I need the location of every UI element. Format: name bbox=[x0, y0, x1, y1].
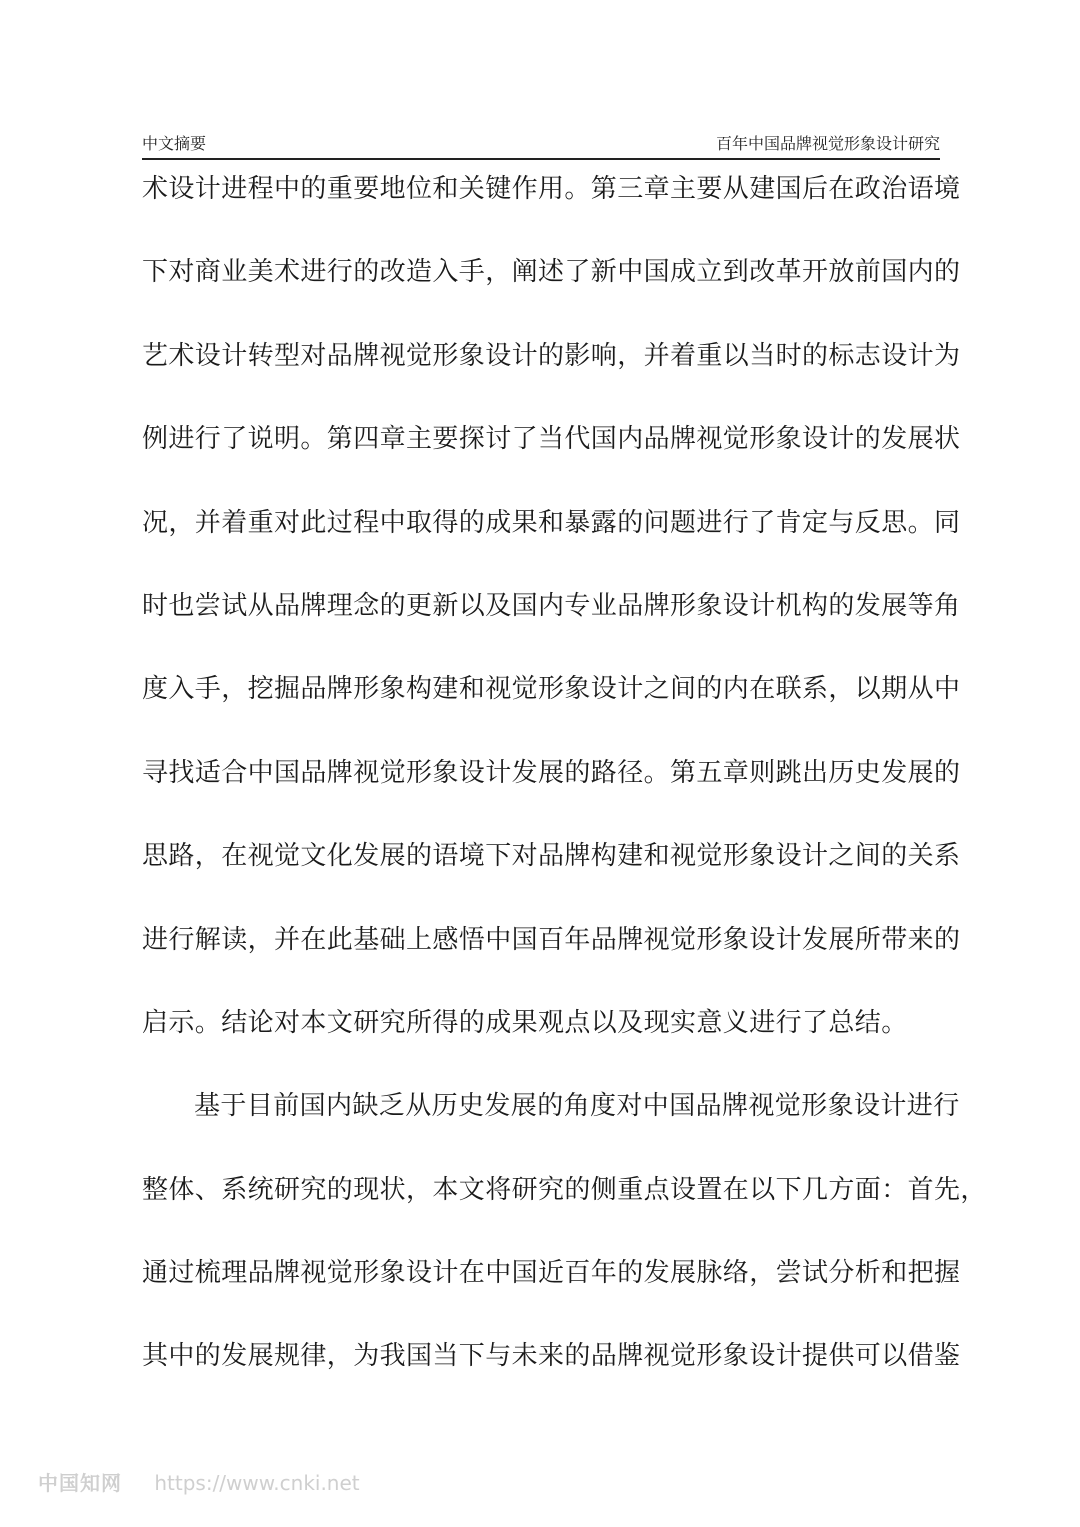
body-line: 寻找适合中国品牌视觉形象设计发展的路径。第五章则跳出历史发展的 bbox=[142, 757, 961, 788]
body-line: 况，并着重对此过程中取得的成果和暴露的问题进行了肯定与反思。同 bbox=[142, 507, 961, 538]
body-line: 其中的发展规律，为我国当下与未来的品牌视觉形象设计提供可以借鉴 bbox=[142, 1341, 961, 1372]
body-line: 基于目前国内缺乏从历史发展的角度对中国品牌视觉形象设计进行 bbox=[194, 1091, 960, 1122]
watermark bbox=[38, 1468, 360, 1498]
page-header bbox=[142, 130, 940, 158]
body-line: 度入手，挖掘品牌形象构建和视觉形象设计之间的内在联系，以期从中 bbox=[142, 674, 961, 705]
body-line: 例进行了说明。第四章主要探讨了当代国内品牌视觉形象设计的发展状 bbox=[142, 424, 961, 455]
body-line: 整体、系统研究的现状，本文将研究的侧重点设置在以下几方面：首先， bbox=[142, 1174, 987, 1205]
body-line: 进行解读，并在此基础上感悟中国百年品牌视觉形象设计发展所带来的 bbox=[142, 924, 961, 955]
body-line: 通过梳理品牌视觉形象设计在中国近百年的发展脉络，尝试分析和把握 bbox=[142, 1258, 961, 1289]
watermark-logo: 中国知网 bbox=[38, 1471, 122, 1495]
body-line: 艺术设计转型对品牌视觉形象设计的影响，并着重以当时的标志设计为 bbox=[142, 340, 961, 371]
body-line: 思路，在视觉文化发展的语境下对品牌构建和视觉形象设计之间的关系 bbox=[142, 841, 961, 872]
document-body bbox=[142, 160, 987, 1411]
header-section-title: 中文摘要 bbox=[142, 134, 207, 153]
body-line: 启示。结论对本文研究所得的成果观点以及现实意义进行了总结。 bbox=[142, 1007, 908, 1038]
watermark-url: https://www.cnki.net bbox=[154, 1471, 360, 1495]
body-line: 术设计进程中的重要地位和关键作用。第三章主要从建国后在政治语境 bbox=[142, 174, 961, 204]
header-document-title: 百年中国品牌视觉形象设计研究 bbox=[715, 134, 940, 153]
body-line: 下对商业美术进行的改造入手，阐述了新中国成立到改革开放前国内的 bbox=[142, 257, 961, 288]
body-line: 时也尝试从品牌理念的更新以及国内专业品牌形象设计机构的发展等角 bbox=[142, 590, 961, 621]
